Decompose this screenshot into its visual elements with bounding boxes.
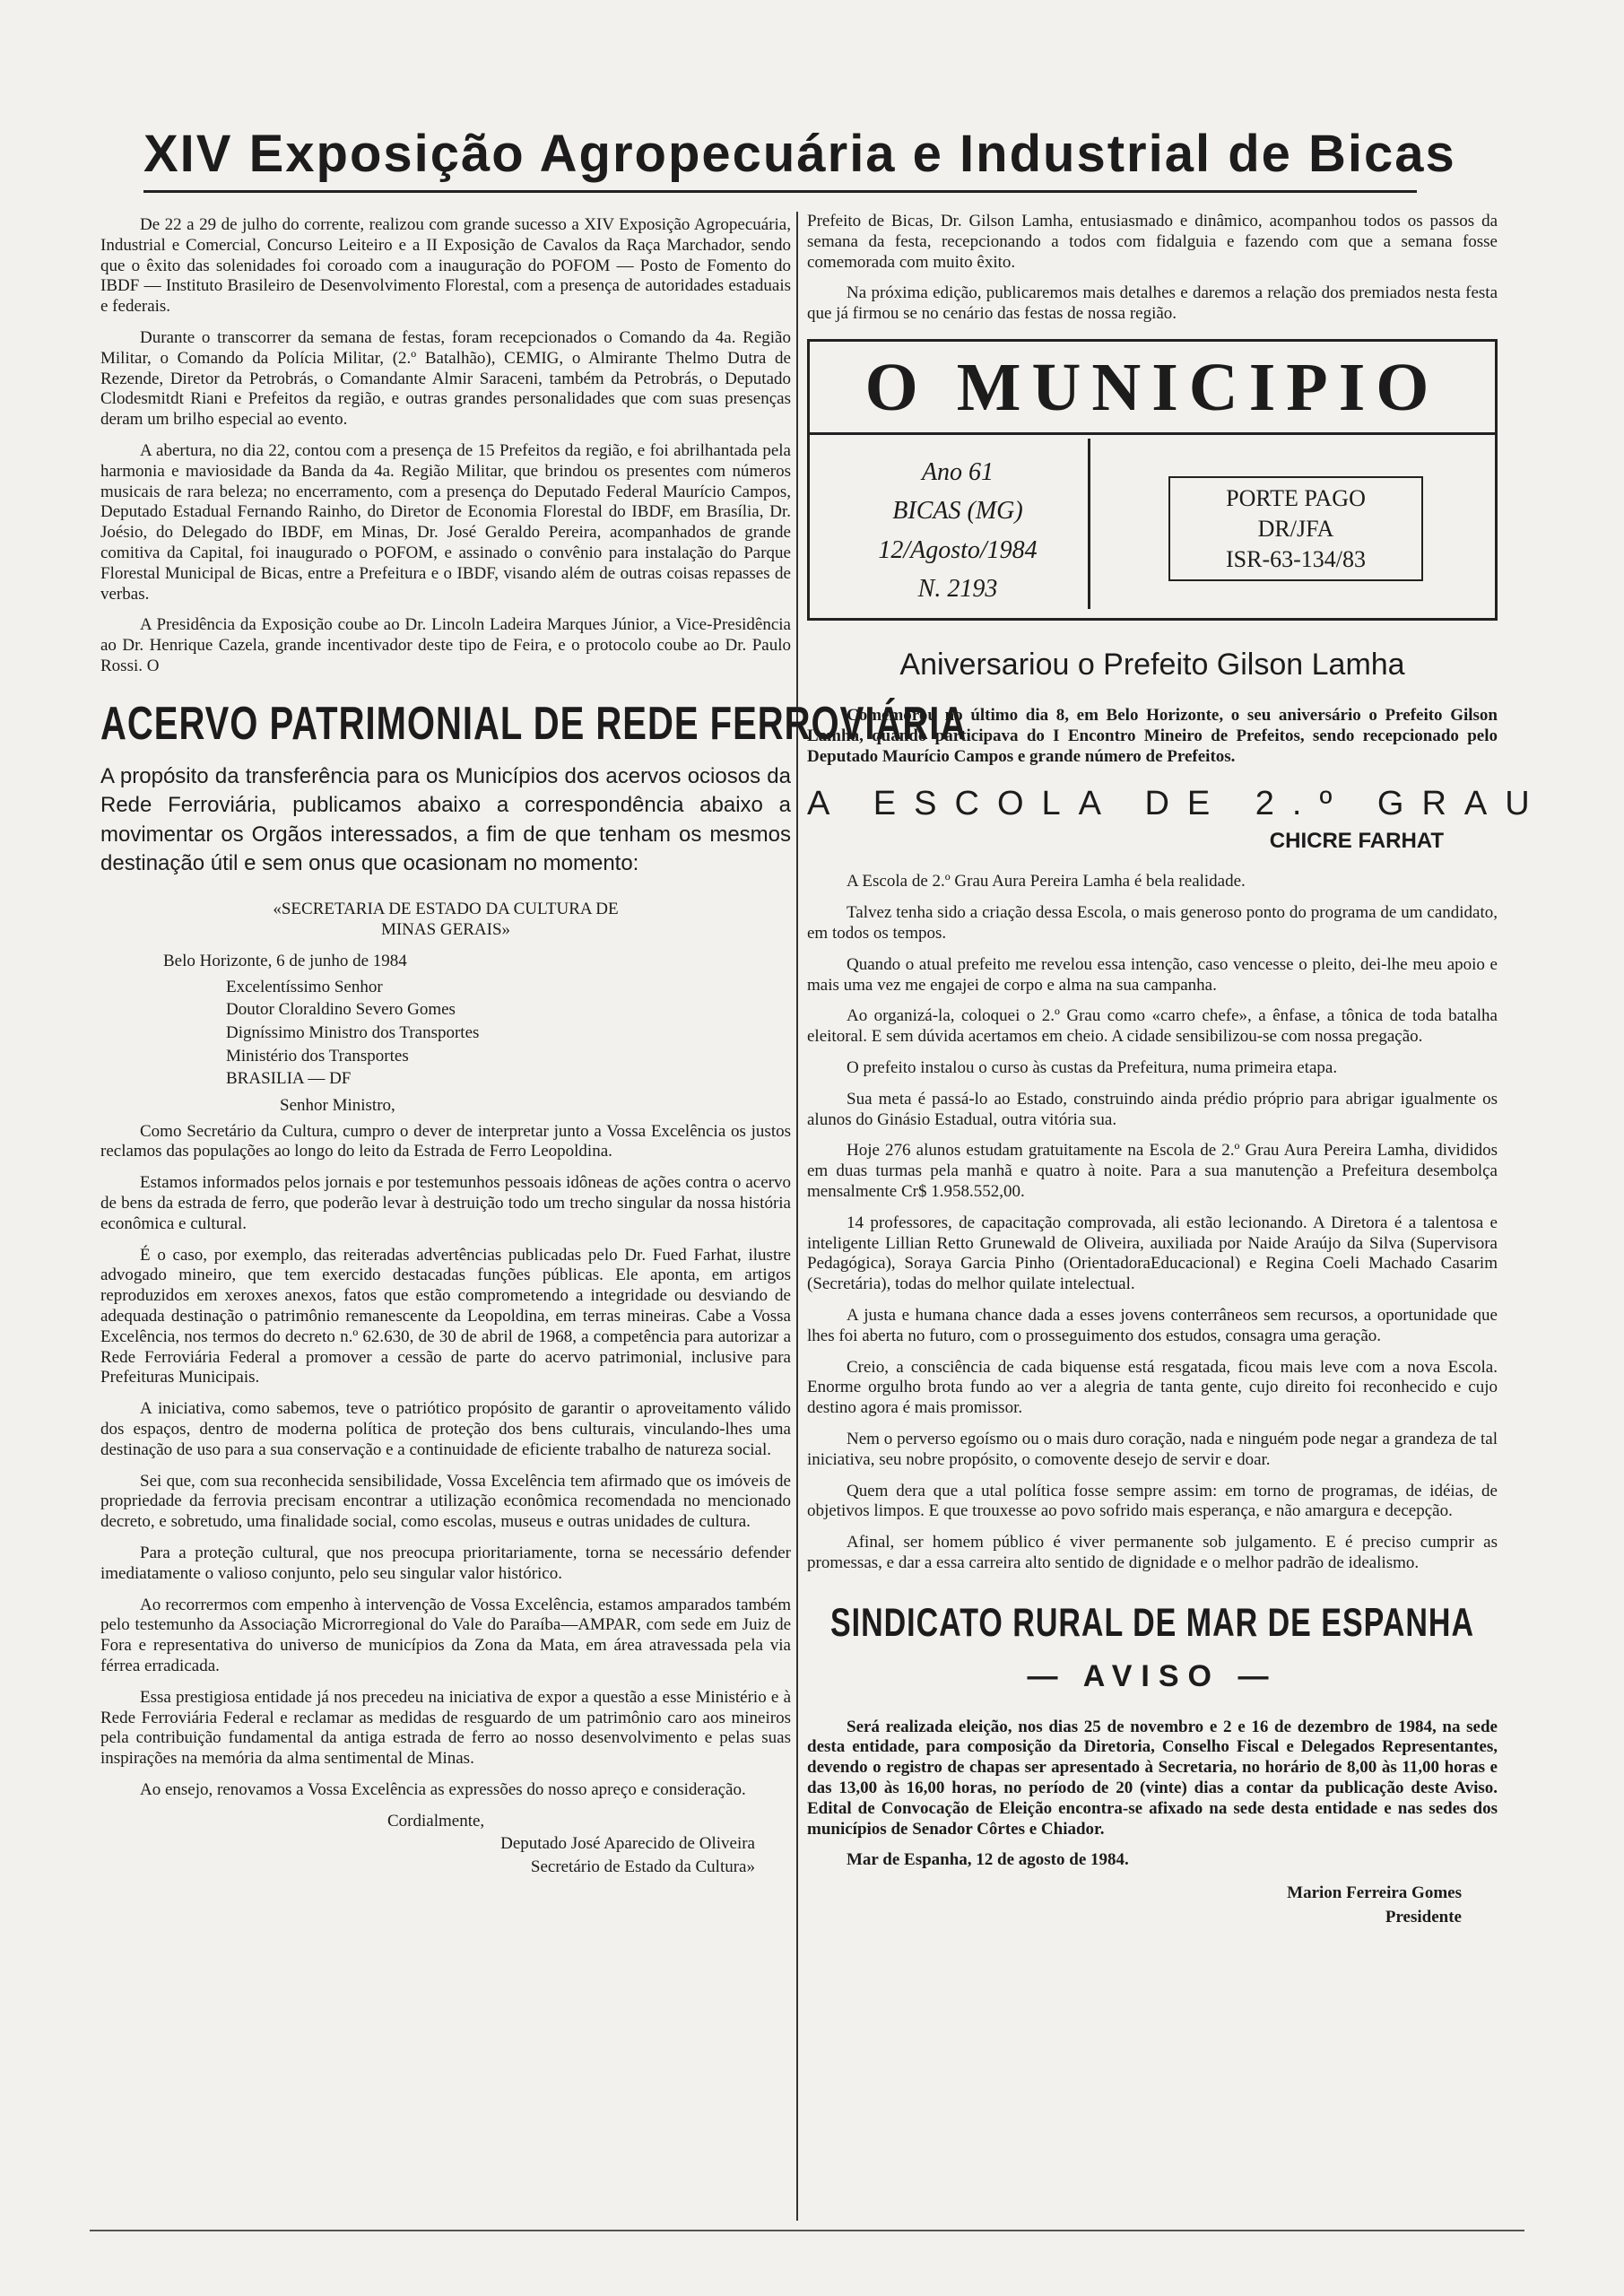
- exposicao-paragraph: De 22 a 29 de julho do corrente, realizou com grande sucesso a XIV Exposição Agropecuária, Industrial e Comercial, Concurso Leiteiro e a II Exposição de Cavalos da Raça Marchador, sendo que o êxito das solenidades foi coroado com a inauguração do POFOM — Posto de Fomento do IBDF — Instituto Brasileiro de Desenvolvimento Florestal, com a presença de autoridades estaduais e federais.: [100, 215, 791, 317]
- escola-paragraph: Sua meta é passá-lo ao Estado, construindo ainda prédio próprio para abrigar igualmente os alunos do Ginásio Estadual, outra vitória sua.: [807, 1089, 1498, 1129]
- acervo-article: [100, 697, 968, 1880]
- escola-paragraph: Talvez tenha sido a criação dessa Escola, o mais generoso ponto do programa de um candidato, em todos os tempos.: [807, 903, 1498, 943]
- porte-line: DR/JFA: [1257, 515, 1334, 542]
- letter-paragraph: É o caso, por exemplo, das reiteradas advertências publicadas pelo Dr. Fued Farhat, ilustre advogado mineiro, que tem exercido destacadas funções públicas. Ele aponta, em artigos reproduzidos em xeroxes anexos, fatos que estão comprometendo a integridade ou desviando de adequada destinação o patrimônio remanescente da Leopoldina, em terras mineiras. Cabe a Vossa Excelência, nos termos do decreto n.º 62.630, de 30 de abril de 1968, a competência para autorizar a Rede Ferroviária Federal a promover a cessão de parte do acervo patrimonial, inclusive para Prefeituras Municipais.: [100, 1245, 791, 1387]
- acervo-heading: ACERVO PATRIMONIAL DE REDE FERROVIÁRIA: [100, 697, 968, 750]
- sindicato-signature: [807, 1882, 1462, 1929]
- letter-paragraph: Essa prestigiosa entidade já nos precedeu na iniciativa de expor a questão a esse Ministério e à Rede Ferroviária Federal e reclamar as medidas de resguardo de um patrimônio caro aos mineiros pela contribuição fundamental da antiga estrada de ferro ao nosso desenvolvimento e pelas suas inspirações na memória da alma sentimental de Minas.: [100, 1687, 791, 1769]
- porte-line: ISR-63-134/83: [1226, 545, 1366, 572]
- exposicao-paragraph: Prefeito de Bicas, Dr. Gilson Lamha, entusiasmado e dinâmico, acompanhou todos os passos da semana da festa, recepcionando a todos com fidalguia e fazendo com que a semana fosse comemorada com muito êxito.: [807, 212, 1498, 272]
- page-bottom-rule: [90, 2230, 1524, 2231]
- letter-paragraph: Ao recorrermos com empenho à intervenção de Vossa Excelência, estamos amparados também pelo testemunho da Associação Microrregional do Vale do Paraíba—AMPAR, com sede em Juiz de Fora e representativa do universo de municípios da Zona da Mata, em área atravessada pela via férrea erradicada.: [100, 1595, 791, 1676]
- right-column: [807, 212, 1548, 1929]
- escola-paragraph: Hoje 276 alunos estudam gratuitamente na Escola de 2.º Grau Aura Pereira Lamha, divididos em duas turmas pela manhã e quatro à noite. Para a sua manutenção a Prefeitura desembolça mensalmente Cr$ 1.958.552,00.: [807, 1141, 1498, 1201]
- exposicao-paragraph: A abertura, no dia 22, contou com a presença de 15 Prefeitos da região, e foi abrilhantada pela harmonia e maviosidade da Banda da 4a. Região Militar, que brindou os presentes com números musicais de rara beleza; no encerramento, com a presença do Deputado Federal Maurício Campos, Deputado Estadual Fernando Rainho, do Diretor de Economia Florestal do IBDF, em Brasília, Dr. Joésio, do Delegado do IBDF, em Minas, Dr. José Geraldo Pereira, acompanhados de grande comitiva da Capital, foi inaugurado o POFOM, e assinado o convênio para instalação do Parque Florestal Municipal de Bicas, entre a Prefeitura e o IBDF, visando além de outras coisas repasses de verbas.: [100, 440, 791, 604]
- signer-title: Secretário de Estado da Cultura»: [530, 1857, 755, 1877]
- letter-signature: [100, 1832, 755, 1880]
- letter-paragraph: Para a proteção cultural, que nos preocupa prioritariamente, torna se necessário defender imediatamente o valioso conjunto, pelo seu singular valor histórico.: [100, 1544, 791, 1583]
- escola-paragraph: Nem o perverso egoísmo ou o mais duro coração, nada e ninguém pode negar a grandeza de tal iniciativa, seu nobre propósito, o comovente desejo de servir e doar.: [807, 1429, 1498, 1469]
- escola-paragraph: Creio, a consciência de cada biquense está resgatada, ficou mais leve com a nova Escola. Enorme orgulho brota fundo ao ver a alegria de tanta gente, cujo direito foi reconhecido e cujo destino agora é mais promissor.: [807, 1357, 1498, 1418]
- masthead-divider: [1088, 439, 1090, 609]
- sindicato-text: Será realizada eleição, nos dias 25 de novembro e 2 e 16 de dezembro de 1984, na sede desta entidade, para composição da Diretoria, Conselho Fiscal e Delegados Representantes, devendo o registro de chapas ser apresentado à Secretaria, no horário de 8,00 às 11,00 horas e das 13,00 às 16,00 horas, no período de 20 (vinte) dias a contar da publicação deste Aviso. Edital de Convocação de Eleição encontra-se afixado na sede desta entidade e nas sedes dos municípios de Senador Côrtes e Chiador.: [807, 1717, 1498, 1839]
- aniversario-text: Comemorou no último dia 8, em Belo Horizonte, o seu aniversário o Prefeito Gilson Lamha, quando participava do I Encontro Mineiro de Prefeitos, sendo recepcionado pelo Deputado Maurício Campos e grande número de Prefeitos.: [807, 705, 1498, 766]
- escola-heading: A ESCOLA DE 2.º GRAU: [807, 785, 1548, 823]
- escola-paragraph: Quem dera que a utal política fosse sempre assim: em torno de programas, de idéias, de objetivos limpos. E que trouxesse ao povo sofrido mais esperança, e não amargura e decepção.: [807, 1481, 1498, 1521]
- address-line: Ministério dos Transportes: [226, 1046, 409, 1065]
- column-divider: [796, 212, 798, 2221]
- escola-paragraph: O prefeito instalou o curso às custas da Prefeitura, numa primeira etapa.: [847, 1057, 1338, 1077]
- porte-pago-stamp: [1168, 476, 1423, 581]
- letter-paragraph: Como Secretário da Cultura, cumpro o dever de interpretar junto a Vossa Excelência os justos reclamos das populações ao longo do leito da Estrada de Ferro Leopoldina.: [100, 1121, 791, 1161]
- address-line: Digníssimo Ministro dos Transportes: [226, 1022, 480, 1042]
- main-headline: XIV Exposição Agropecuária e Industrial de Bicas: [143, 125, 1456, 183]
- masthead-city: BICAS (MG): [892, 497, 1023, 526]
- aviso-heading: — AVISO —: [1027, 1658, 1278, 1693]
- letter-paragraph: Sei que, com sua reconhecida sensibilidade, Vossa Excelência tem afirmado que os imóveis de propriedade da ferrovia precisam encontrar a utilização econômica recomendada no mencionado decreto, e sobretudo, uma finalidade social, como escolas, museus e outras unidades de cultura.: [100, 1471, 791, 1532]
- address-line: BRASILIA — DF: [226, 1069, 352, 1089]
- exposicao-continuation: [807, 212, 1498, 325]
- address-line: Doutor Cloraldino Severo Gomes: [226, 1000, 456, 1020]
- masthead-info: [846, 453, 1070, 609]
- escola-paragraph: Quando o atual prefeito me revelou essa intenção, caso vencesse o pleito, dei-lhe meu apoio e mais uma vez me engajei de corpo e alma na sua campanha.: [807, 954, 1498, 995]
- signer-name: Marion Ferreira Gomes: [1287, 1883, 1462, 1903]
- exposicao-article: [100, 215, 791, 677]
- masthead-date: 12/Agosto/1984: [878, 535, 1038, 564]
- signer-name: Deputado José Aparecido de Oliveira: [500, 1833, 755, 1853]
- letter-paragraph: Estamos informados pelos jornais e por testemunhos pessoais idôneas de ações contra o acervo de bens da estrada de ferro, que poderão levar à destruição todo um trecho singular da nossa história econômica e cultural.: [100, 1173, 791, 1233]
- porte-line: PORTE PAGO: [1226, 484, 1366, 511]
- escola-paragraph: 14 professores, de capacitação comprovada, ali estão lecionando. A Diretora é a talentosa e inteligente Lillian Retto Grunewald de Oliveira, auxiliada por Naide Araújo da Silva (Supervisora Pedagógica), Soraya Garcia Pinho (OrientadoraEducacional) e Regina Coeli Machado Casarim (Secretária), todas do melhor quilate intelectual.: [807, 1213, 1498, 1294]
- signer-title: Presidente: [1385, 1907, 1462, 1926]
- sindicato-date: Mar de Espanha, 12 de agosto de 1984.: [847, 1850, 1129, 1870]
- address-line: Excelentíssimo Senhor: [226, 977, 383, 996]
- escola-paragraph: Ao organizá-la, coloquei o 2.º Grau como «carro chefe», a ênfase, a tônica de toda batalha eleitoral. E sem dúvida acertamos em cheio. A cidade sensibilizou-se com nossa pregação.: [807, 1006, 1498, 1047]
- escola-paragraph: A Escola de 2.º Grau Aura Pereira Lamha é bela realidade.: [847, 872, 1246, 891]
- acervo-lead: A propósito da transferência para os Municípios dos acervos ociosos da Rede Ferroviária, publicamos abaixo a correspondência abaixo a movimentar os Orgãos interessados, a fim de que tenham os mesmos destinação útil e sem onus que ocasionam no momento:: [100, 763, 791, 875]
- letterhead-line: MINAS GERAIS»: [380, 920, 511, 940]
- letter-date: Belo Horizonte, 6 de junho de 1984: [163, 951, 407, 970]
- aniversario-article: [807, 648, 1498, 767]
- letter-paragraph: A iniciativa, como sabemos, teve o patriótico propósito de garantir o aproveitamento válido dos espaços, dentro de moderna política de proteção dos bens culturais, vinculando-lhes uma destinação de uso para a sua conservação e a continuidade de eficiente trabalho de natureza social.: [100, 1399, 791, 1459]
- escola-author: CHICRE FARHAT: [1269, 829, 1444, 854]
- masthead-title: O MUNICIPIO: [810, 342, 1495, 435]
- letter-closing: Cordialmente,: [387, 1811, 485, 1831]
- escola-paragraph: A justa e humana chance dada a esses jovens conterrâneos sem recursos, a oportunidade que lhes foi aberta no futuro, com o prosseguimento dos estudos, consagra uma geração.: [807, 1305, 1498, 1345]
- escola-article: [807, 785, 1548, 1573]
- escola-paragraph: Afinal, ser homem público é viver permanente sob julgamento. E é preciso cumprir as promessas, e dar a essa carreira alto sentido de dignidade e o melhor padrão de idealismo.: [807, 1533, 1498, 1572]
- masthead-year: Ano 61: [921, 457, 994, 486]
- letter-address: [226, 976, 791, 1091]
- newspaper-masthead: [807, 339, 1498, 621]
- exposicao-paragraph: Na próxima edição, publicaremos mais detalhes e daremos a relação dos premiados nesta festa que já firmou se no cenário das festas de nossa região.: [807, 283, 1498, 324]
- aniversario-heading: Aniversariou o Prefeito Gilson Lamha: [899, 647, 1405, 682]
- sindicato-heading: SINDICATO RURAL DE MAR DE ESPANHA: [829, 1600, 1475, 1646]
- sindicato-notice: [807, 1600, 1498, 1930]
- exposicao-paragraph: A Presidência da Exposição coube ao Dr. Lincoln Ladeira Marques Júnior, a Vice-Presidência ao Dr. Henrique Cazela, grande incentivador deste tipo de Feira, e o protocolo coube ao Dr. Paulo Rossi. O: [100, 615, 791, 675]
- exposicao-paragraph: Durante o transcorrer da semana de festas, foram recepcionados o Comando da 4a. Região Militar, o Comando da Polícia Militar, (2.º Batalhão), CEMIG, o Almirante Thelmo Dutra de Rezende, Diretor da Petrobrás, o Comandante Almir Saraceni, também da Petrobrás, o Deputado Clodesmitdt Riani e Prefeitos da região, e outras grandes personalidades que com suas presenças deram um brilho especial ao evento.: [100, 327, 791, 430]
- letterhead-line: «SECRETARIA DE ESTADO DA CULTURA DE: [273, 900, 619, 919]
- headline-rule: [143, 190, 1417, 193]
- letter-salutation: Senhor Ministro,: [280, 1095, 395, 1115]
- masthead-number: N. 2193: [917, 575, 998, 604]
- letter-paragraph: Ao ensejo, renovamos a Vossa Excelência as expressões do nosso apreço e consideração.: [140, 1780, 746, 1799]
